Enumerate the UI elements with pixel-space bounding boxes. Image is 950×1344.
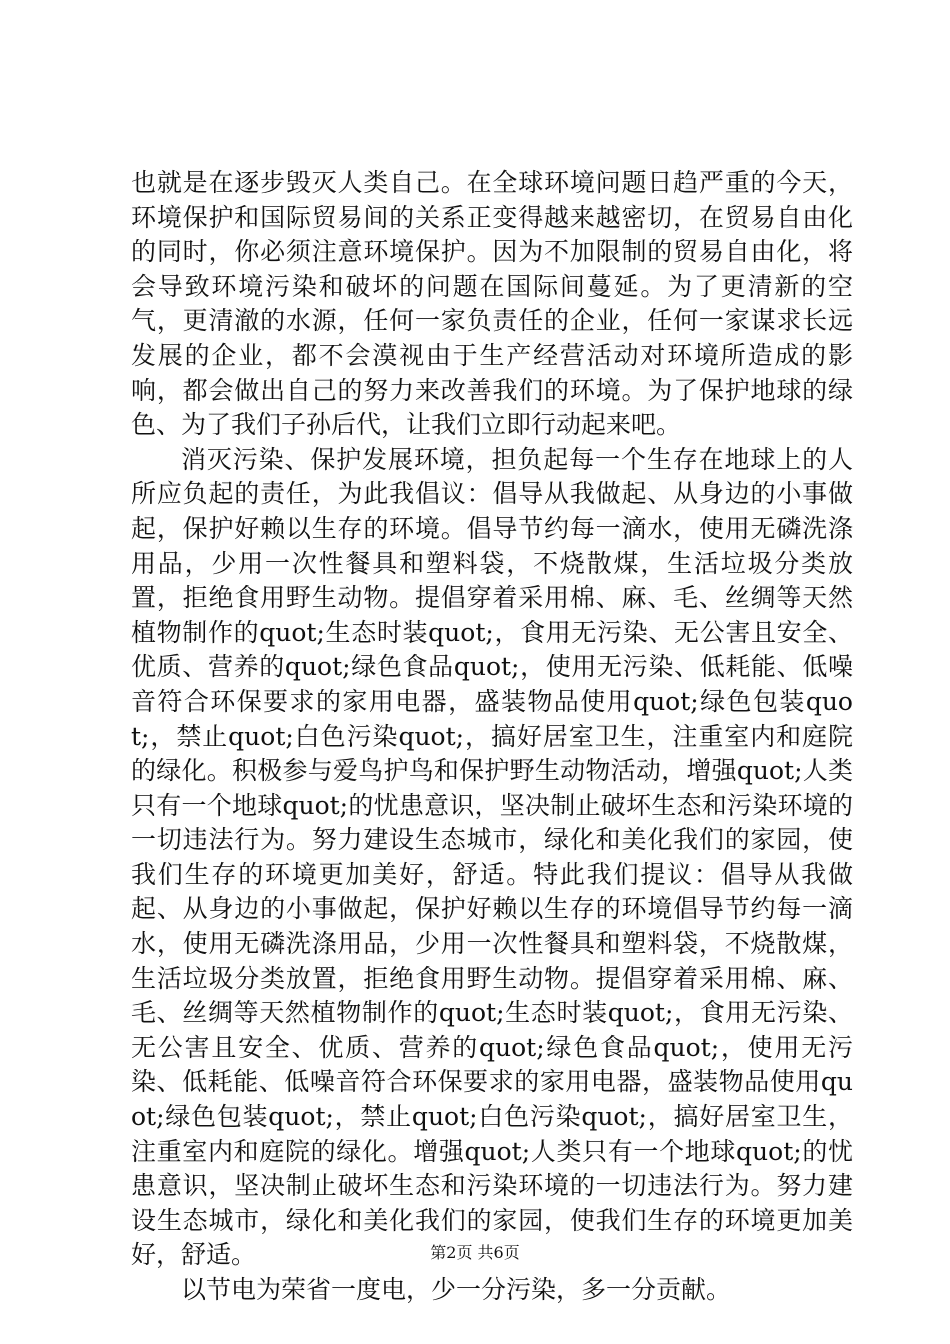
- paragraph-slogan: 以节电为荣省一度电，少一分污染，多一分贡献。: [181, 1275, 732, 1304]
- paragraph-proposal: 消灭污染、保护发展环境，担负起每一个生存在地球上的人所应负起的责任，为此我倡议：倡导从我做起、从身边的小事做起，保护好赖以生存的环境。倡导节约每一滴水，使用无磷洗涤用品，少用一次性餐具和塑料袋，不烧散煤，生活垃圾分类放置，拒绝食用野生动物。提倡穿着采用棉、麻、毛、丝绸等天然植物制作的quot;生态时装quot;，食用无污染、无公害且安全、优质、营养的quot;绿色食品quot;，使用无污染、低耗能、低噪音符合环保要求的家用电器，盛装物品使用quot;绿色包装quot;，禁止quot;白色污染quot;，搞好居室卫生，注重室内和庭院的绿化。积极参与爱鸟护鸟和保护野生动物活动，增强quot;人类只有一个地球quot;的忧患意识，坚决制止破坏生态和污染环境的一切违法行为。努力建设生态城市，绿化和美化我们的家园，使我们生存的环境更加美好，舒适。特此我们提议：倡导从我做起、从身边的小事做起，保护好赖以生存的环境倡导节约每一滴水，使用无磷洗涤用品，少用一次性餐具和塑料袋，不烧散煤，生活垃圾分类放置，拒绝食用野生动物。提倡穿着采用棉、麻、毛、丝绸等天然植物制作的quot;生态时装quot;，食用无污染、无公害且安全、优质、营养的quot;绿色食品quot;，使用无污染、低耗能、低噪音符合环保要求的家用电器，盛装物品使用quot;绿色包装quot;，禁止quot;白色污染quot;，搞好居室卫生，注重室内和庭院的绿化。增强quot;人类只有一个地球quot;的忧患意识，坚决制止破坏生态和污染环境的一切违法行为。努力建设生态城市，绿化和美化我们的家园，使我们生存的环境更加美好，舒适。: [131, 444, 853, 1270]
- page-number: 第2页 共6页: [430, 1243, 520, 1262]
- document-body: [131, 166, 853, 1308]
- paragraph-continuation: 也就是在逐步毁灭人类自己。在全球环境问题日趋严重的今天，环境保护和国际贸易间的关系正变得越来越密切，在贸易自由化的同时，你必须注意环境保护。因为不加限制的贸易自由化，将会导致环境污染和破坏的问题在国际间蔓延。为了更清新的空气，更清澈的水源，任何一家负责任的企业，任何一家谋求长远发展的企业，都不会漠视由于生产经营活动对环境所造成的影响，都会做出自己的努力来改善我们的环境。为了保护地球的绿色、为了我们子孙后代，让我们立即行动起来吧。: [131, 168, 853, 440]
